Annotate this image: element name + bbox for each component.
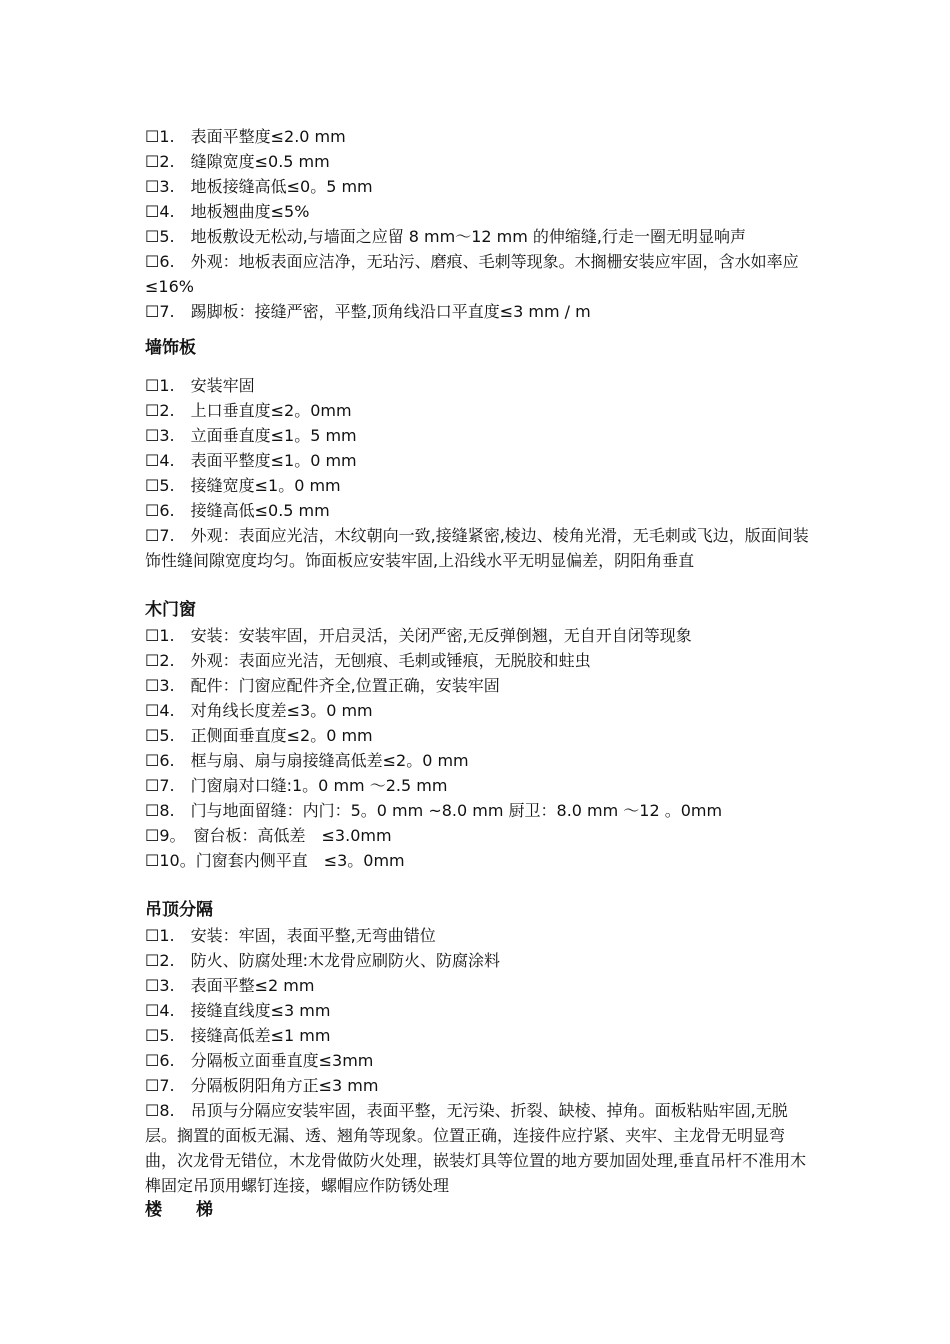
list-item: ☐1. 安装：安装牢固，开启灵活，关闭严密,无反弹倒翘，无自开自闭等现象: [145, 626, 692, 645]
floor-section: [145, 124, 810, 324]
list-item: ☐1. 安装：牢固，表面平整,无弯曲错位: [145, 926, 436, 945]
list-item: ☐4. 地板翘曲度≤5%: [145, 202, 310, 221]
list-item: ☐7. 外观：表面应光洁，木纹朝向一致,接缝紧密,棱边、棱角光滑，无毛刺或飞边，版面间装饰性缝间隙宽度均匀。饰面板应安装牢固,上沿线水平无明显偏差，阴阳角垂直: [145, 526, 809, 570]
section-heading-ceiling: 吊顶分隔: [145, 900, 213, 920]
list-item: ☐3. 配件：门窗应配件齐全,位置正确，安装牢固: [145, 676, 500, 695]
list-item: ☐5. 正侧面垂直度≤2。0 mm: [145, 726, 373, 745]
list-item: ☐6. 接缝高低≤0.5 mm: [145, 501, 330, 520]
list-item: ☐3. 表面平整≤2 mm: [145, 976, 315, 995]
wood-doors-section: [145, 623, 810, 873]
list-item: ☐1. 安装牢固: [145, 376, 255, 395]
list-item: ☐6. 外观：地板表面应洁净，无玷污、磨痕、毛刺等现象。木搁栅安装应牢固，含水如率应≤16%: [145, 252, 799, 296]
list-item: ☐7. 踢脚板：接缝严密，平整,顶角线沿口平直度≤3 mm / m: [145, 302, 591, 321]
list-item: ☐5. 接缝宽度≤1。0 mm: [145, 476, 341, 495]
list-item: ☐2. 外观：表面应光洁，无刨痕、毛刺或锤痕，无脱胶和蛀虫: [145, 651, 591, 670]
list-item: ☐4. 表面平整度≤1。0 mm: [145, 451, 357, 470]
list-item: ☐9。 窗台板：高低差 ≤3.0mm: [145, 826, 392, 845]
list-item: ☐6. 框与扇、扇与扇接缝高低差≤2。0 mm: [145, 751, 469, 770]
list-item: ☐8. 吊顶与分隔应安装牢固，表面平整，无污染、折裂、缺棱、掉角。面板粘贴牢固,无脱层。搁置的面板无漏、透、翘角等现象。位置正确，连接件应拧紧、夹牢、主龙骨无明显弯曲，次龙骨无错位，木龙骨做防火处理，嵌装灯具等位置的地方要加固处理,垂直吊杆不准用木榫固定吊顶用螺钉连接，螺帽应作防锈处理: [145, 1101, 807, 1195]
list-item: ☐3. 地板接缝高低≤0。5 mm: [145, 177, 373, 196]
list-item: ☐4. 对角线长度差≤3。0 mm: [145, 701, 373, 720]
list-item: ☐6. 分隔板立面垂直度≤3mm: [145, 1051, 374, 1070]
list-item: ☐7. 门窗扇对口缝:1。0 mm ～2.5 mm: [145, 776, 448, 795]
list-item: ☐2. 缝隙宽度≤0.5 mm: [145, 152, 330, 171]
document-page: [145, 124, 810, 1223]
ceiling-section: [145, 923, 810, 1198]
list-item: ☐2. 上口垂直度≤2。0mm: [145, 401, 352, 420]
section-heading-wood-doors: 木门窗: [145, 600, 196, 620]
list-item: ☐5. 地板敷设无松动,与墙面之应留 8 mm～12 mm 的伸缩缝,行走一圈无明显响声: [145, 227, 747, 246]
section-heading-stairs: 楼 梯: [145, 1200, 213, 1220]
list-item: ☐4. 接缝直线度≤3 mm: [145, 1001, 331, 1020]
list-item: ☐7. 分隔板阴阳角方正≤3 mm: [145, 1076, 379, 1095]
list-item: ☐3. 立面垂直度≤1。5 mm: [145, 426, 357, 445]
section-heading-wall-panel: 墙饰板: [145, 338, 196, 358]
list-item: ☐1. 表面平整度≤2.0 mm: [145, 127, 346, 146]
list-item: ☐2. 防火、防腐处理:木龙骨应刷防火、防腐涂料: [145, 951, 501, 970]
list-item: ☐8. 门与地面留缝：内门：5。0 mm ~8.0 mm 厨卫：8.0 mm ～12 。0mm: [145, 801, 723, 820]
wall-panel-section: [145, 373, 810, 573]
list-item: ☐10。门窗套内侧平直 ≤3。0mm: [145, 851, 405, 870]
list-item: ☐5. 接缝高低差≤1 mm: [145, 1026, 331, 1045]
